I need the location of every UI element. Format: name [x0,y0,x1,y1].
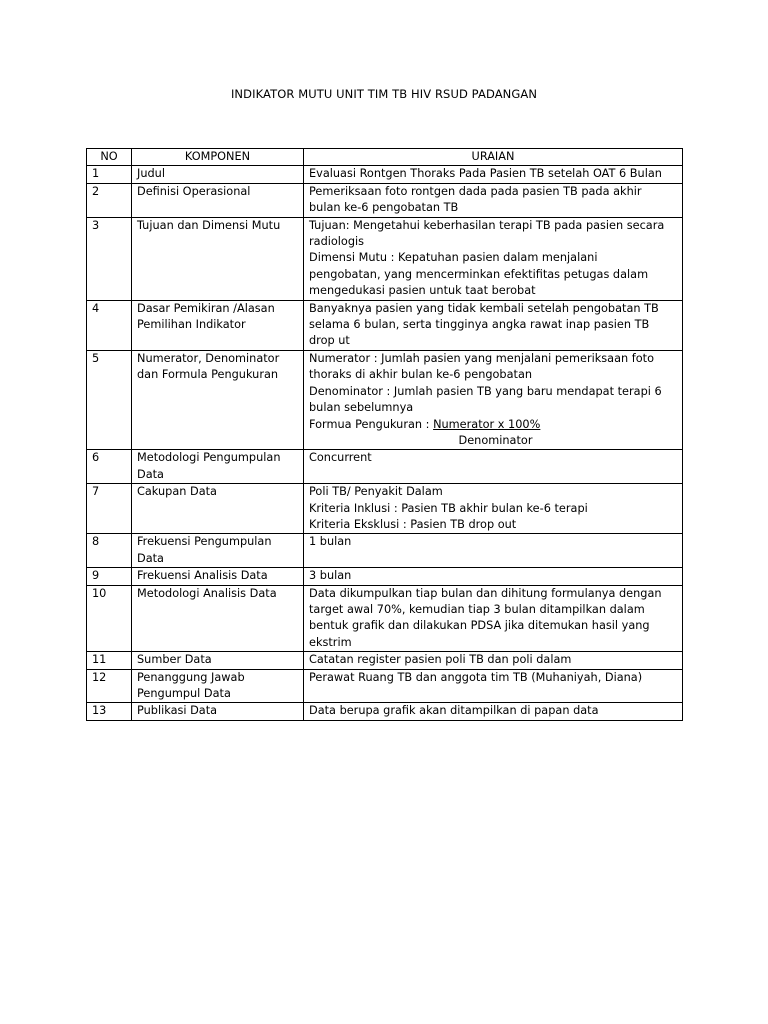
uraian-cell [304,350,683,449]
table-row [87,585,683,652]
uraian-cell [304,703,683,720]
header-uraian: URAIAN [304,149,683,166]
uraian-text: Tujuan: Mengetahui keberhasilan terapi TB pada pasien secara [309,218,665,232]
uraian-text: Pemeriksaan foto rontgen dada pada pasien TB pada akhir [309,184,642,198]
uraian-text: Catatan register pasien poli TB dan poli dalam [309,653,572,667]
komponen-text: Tujuan dan Dimensi Mutu [137,218,281,232]
formula-denominator: Denominator [458,433,533,447]
uraian-text: target awal 70%, kemudian tiap 3 bulan ditampilkan dalam [309,602,645,616]
uraian-text: Perawat Ruang TB dan anggota tim TB (Muhaniyah, Diana) [309,670,643,684]
uraian-text: mengedukasi pasien untuk taat berobat [309,284,536,298]
komponen-text: Definisi Operasional [137,184,251,198]
uraian-text: Concurrent [309,451,372,465]
komponen-cell [132,703,304,720]
formula-numerator: Numerator x 100% [433,417,541,431]
row-number: 3 [87,217,132,300]
row-number: 11 [87,652,132,669]
uraian-cell [304,300,683,350]
komponen-text: Data [137,467,164,481]
komponen-cell [132,484,304,534]
uraian-text: Kriteria Inklusi : Pasien TB akhir bulan ke-6 terapi [309,501,588,515]
table-row [87,450,683,484]
table-row [87,669,683,703]
row-number: 13 [87,703,132,720]
table-row [87,703,683,720]
uraian-text: Banyaknya pasien yang tidak kembali setelah pengobatan TB [309,301,659,315]
row-number: 5 [87,350,132,449]
uraian-text: Dimensi Mutu : Kepatuhan pasien dalam menjalani [309,251,598,265]
uraian-text: Data berupa grafik akan ditampilkan di papan data [309,704,599,718]
komponen-text: Publikasi Data [137,704,218,718]
indicator-table [86,148,683,721]
row-number: 12 [87,669,132,703]
komponen-cell [132,585,304,652]
table-row [87,350,683,449]
uraian-text: Poli TB/ Penyakit Dalam [309,485,443,499]
uraian-cell [304,652,683,669]
row-number: 4 [87,300,132,350]
row-number: 9 [87,568,132,585]
uraian-cell [304,183,683,217]
row-number: 8 [87,534,132,568]
komponen-cell [132,568,304,585]
uraian-text: bentuk grafik dan dilakukan PDSA jika ditemukan hasil yang [309,619,650,633]
table-row [87,217,683,300]
komponen-cell [132,534,304,568]
table-row [87,568,683,585]
uraian-text: bulan ke-6 pengobatan TB [309,201,459,215]
komponen-text: dan Formula Pengukuran [137,368,279,382]
table-row [87,484,683,534]
komponen-text: Metodologi Analisis Data [137,586,277,600]
uraian-cell [304,484,683,534]
komponen-text: Frekuensi Analisis Data [137,569,268,583]
uraian-text: Data dikumpulkan tiap bulan dan dihitung formulanya dengan [309,586,662,600]
row-number: 1 [87,166,132,183]
uraian-cell [304,669,683,703]
komponen-text: Cakupan Data [137,485,217,499]
komponen-text: Pemilihan Indikator [137,318,246,332]
formula-label: Formua Pengukuran : [309,417,434,431]
document-title: INDIKATOR MUTU UNIT TIM TB HIV RSUD PADANGAN [230,87,538,101]
table-row [87,183,683,217]
uraian-cell [304,534,683,568]
komponen-cell [132,183,304,217]
table-row [87,300,683,350]
uraian-cell [304,166,683,183]
uraian-text: drop ut [309,334,350,348]
komponen-cell [132,450,304,484]
komponen-text: Numerator, Denominator [137,351,280,365]
uraian-text: Numerator : Jumlah pasien yang menjalani pemeriksaan foto [309,351,655,365]
komponen-cell [132,217,304,300]
uraian-cell [304,217,683,300]
uraian-text: thoraks di akhir bulan ke-6 pengobatan [309,368,533,382]
komponen-text: Data [137,551,164,565]
table-row [87,166,683,183]
uraian-text: bulan sebelumnya [309,401,414,415]
table-body [87,166,683,720]
komponen-text: Judul [137,167,165,181]
komponen-text: Metodologi Pengumpulan [137,451,281,465]
row-number: 7 [87,484,132,534]
row-number: 2 [87,183,132,217]
header-komponen: KOMPONEN [132,149,304,166]
komponen-cell [132,652,304,669]
table-row [87,652,683,669]
komponen-cell [132,166,304,183]
komponen-cell [132,300,304,350]
table-row [87,534,683,568]
uraian-cell [304,568,683,585]
uraian-text: radiologis [309,235,365,249]
row-number: 10 [87,585,132,652]
komponen-text: Pengumpul Data [137,687,231,700]
formula-line [309,417,682,433]
uraian-cell [304,450,683,484]
uraian-text: 3 bulan [309,569,352,583]
row-number: 6 [87,450,132,484]
komponen-text: Dasar Pemikiran /Alasan [137,301,275,315]
komponen-text: Frekuensi Pengumpulan [137,535,272,549]
uraian-text: ekstrim [309,635,352,649]
komponen-cell [132,669,304,703]
uraian-text: Denominator : Jumlah pasien TB yang baru mendapat terapi 6 [309,384,662,398]
uraian-text: pengobatan, yang mencerminkan efektifitas petugas dalam [309,267,649,281]
uraian-text: Kriteria Eksklusi : Pasien TB drop out [309,517,517,531]
uraian-text: selama 6 bulan, serta tingginya angka rawat inap pasien TB [309,318,650,332]
table-header-row [87,149,683,166]
uraian-text: 1 bulan [309,535,352,549]
uraian-cell [304,585,683,652]
komponen-cell [132,350,304,449]
komponen-text: Penanggung Jawab [137,670,245,684]
header-no: NO [87,149,132,166]
uraian-text: Evaluasi Rontgen Thoraks Pada Pasien TB setelah OAT 6 Bulan [309,167,662,181]
komponen-text: Sumber Data [137,653,212,667]
